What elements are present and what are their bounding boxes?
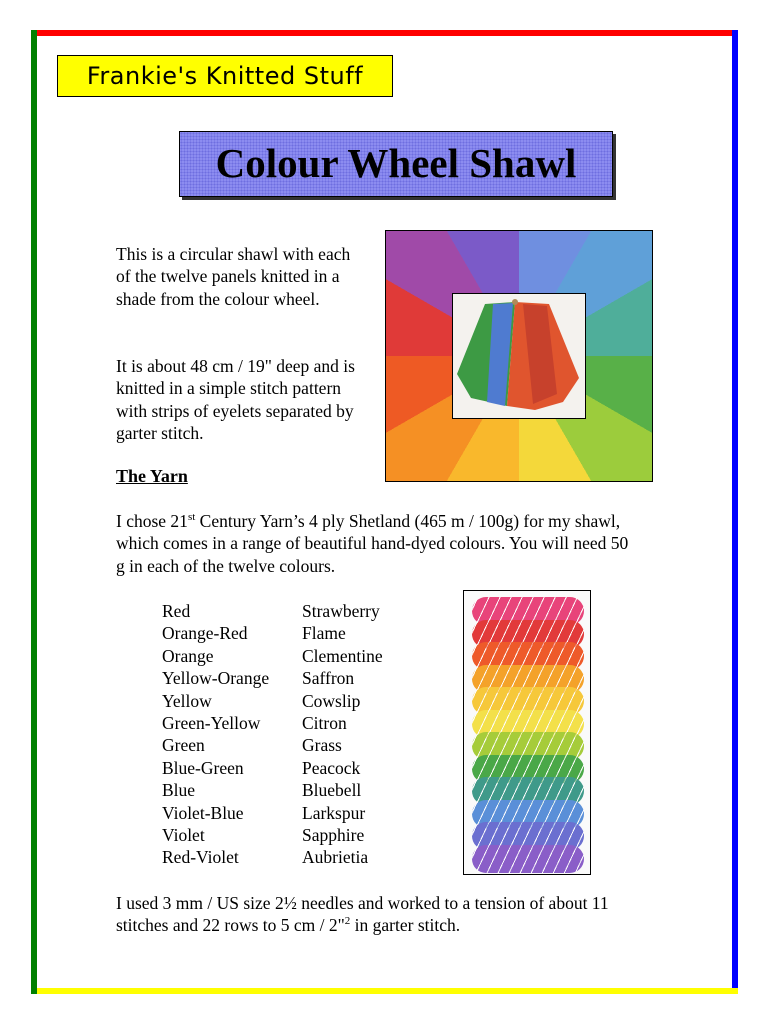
colour-row [162, 645, 383, 667]
shawl-photo [385, 230, 653, 482]
yarn-name: Grass [302, 735, 342, 756]
yarn-name: Citron [302, 712, 347, 733]
colour-name: Violet [162, 824, 205, 845]
colour-name: Blue [162, 780, 196, 801]
colour-name: Red-Violet [162, 847, 239, 868]
yarn-name: Sapphire [302, 824, 365, 845]
yarn-name: Bluebell [302, 780, 362, 801]
yarn-text-superscript: st [187, 511, 196, 524]
colour-name: Yellow [162, 690, 212, 711]
yarn-name: Cowslip [302, 690, 361, 711]
yarn-text-prefix: I chose 21 [116, 511, 188, 531]
yarn-name: Strawberry [302, 601, 380, 621]
colour-name: Blue-Green [162, 757, 244, 778]
border-right [732, 30, 738, 994]
yarn-heading: The Yarn [116, 466, 188, 486]
colour-name: Orange-Red [162, 623, 248, 644]
shawl-inset-photo [452, 293, 586, 419]
colour-row [162, 757, 383, 779]
tension-text-superscript: 2 [344, 915, 351, 928]
yarn-name: Saffron [302, 668, 355, 689]
colour-row [162, 846, 383, 868]
border-bottom [31, 988, 738, 994]
yarn-name: Aubrietia [302, 847, 369, 868]
yarn-name: Flame [302, 623, 346, 644]
colour-row [162, 600, 383, 622]
colour-list [162, 600, 383, 869]
colour-row [162, 779, 383, 801]
colour-row [162, 622, 383, 644]
colour-name: Yellow-Orange [162, 668, 270, 689]
colour-row [162, 734, 383, 756]
colour-name: Red [162, 601, 191, 621]
colour-row [162, 712, 383, 734]
colour-row [162, 802, 383, 824]
colour-name: Green [162, 735, 205, 756]
yarn-name: Larkspur [302, 802, 366, 823]
border-top [31, 30, 738, 36]
yarn-name: Clementine [302, 645, 383, 666]
colour-row [162, 690, 383, 712]
shawl-drawing [453, 294, 584, 417]
colour-name: Violet-Blue [162, 802, 244, 823]
yarn-text-suffix: Century Yarn’s 4 ply Shetland (465 m / 100g) for my shawl, which comes in a range of beautiful hand-dyed colours. You will need 50 g in each of the twelve colours. [116, 511, 629, 576]
tension-paragraph [116, 892, 636, 937]
border-left [31, 30, 37, 994]
tension-text-prefix: I used 3 mm / US size 2½ needles and worked to a tension of about 11 stitches and 22 rows to 5 cm / 2" [116, 893, 609, 936]
yarn-name: Peacock [302, 757, 361, 778]
yarn-paragraph [116, 510, 636, 577]
colour-row [162, 824, 383, 846]
colour-row [162, 667, 383, 689]
colour-name: Green-Yellow [162, 712, 261, 733]
page-title: Colour Wheel Shawl [179, 131, 613, 197]
yarn-skein [472, 845, 584, 873]
intro-paragraph-2: It is about 48 cm / 19" deep and is knitted in a simple stitch pattern with strips of eyelets separated by garter stitch. [116, 356, 355, 444]
colour-name: Orange [162, 645, 214, 666]
intro-paragraph-1: This is a circular shawl with each of the twelve panels knitted in a shade from the colour wheel. [116, 244, 351, 309]
brand-banner: Frankie's Knitted Stuff [57, 55, 393, 97]
yarn-skeins-photo [463, 590, 591, 875]
tension-text-suffix: in garter stitch. [350, 915, 461, 936]
